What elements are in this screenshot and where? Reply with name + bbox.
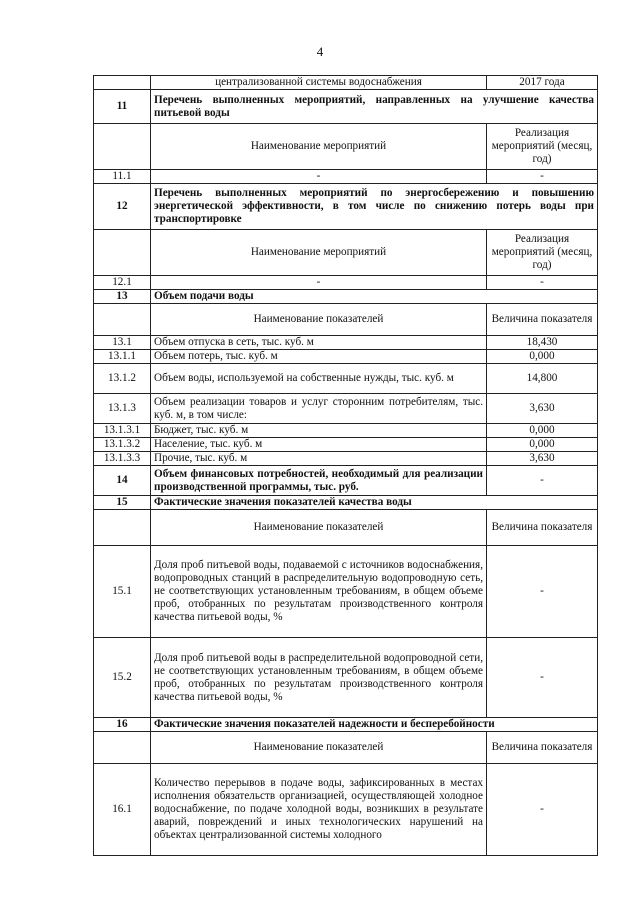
table-row: [94, 336, 598, 350]
value-cell: 3,630: [487, 394, 598, 424]
section-title: Объем финансовых потребностей, необходимый для реализации производственной программы, тыс. руб.: [151, 466, 487, 496]
table-row: [94, 364, 598, 394]
column-header-value: Реализация мероприятий (месяц, год): [487, 230, 598, 276]
desc-cell: Прочие, тыс. куб. м: [151, 452, 487, 466]
section-title: Объем подачи воды: [151, 290, 598, 304]
table-row: [94, 438, 598, 452]
section-number: 11: [94, 90, 151, 124]
num-cell: [94, 510, 151, 546]
row-number: 16.1: [94, 764, 151, 856]
section-number: 13: [94, 290, 151, 304]
row-number: 13.1: [94, 336, 151, 350]
column-header-value: Величина показателя: [487, 304, 598, 336]
desc-cell: Количество перерывов в подаче воды, зафиксированных в местах исполнения обязательств организацией, осуществляющей холодное водоснабжение, по подаче холодной воды, возникших в результате аварий, повреждений и иных технологических нарушений на объектах централизованной системы холодного: [151, 764, 487, 856]
value-cell: -: [487, 170, 598, 184]
header-row: [94, 230, 598, 276]
num-cell: [94, 304, 151, 336]
table-row: [94, 452, 598, 466]
value-cell: 0,000: [487, 350, 598, 364]
row-number: 13.1.3: [94, 394, 151, 424]
value-cell: -: [487, 466, 598, 496]
section-title: Перечень выполненных мероприятий по энергосбережению и повышению энергетической эффективности, в том числе по снижению потерь воды при транспортировке: [151, 184, 598, 230]
table-row: [94, 76, 598, 90]
num-cell: [94, 230, 151, 276]
desc-cell: -: [151, 170, 487, 184]
row-number: 13.1.1: [94, 350, 151, 364]
desc-cell: Доля проб питьевой воды, подаваемой с источников водоснабжения, водопроводных станций в распределительную водопроводную сеть, не соответствующих установленным требованиям, в общем объеме проб, отобранных по результатам производственного контроля качества питьевой воды, %: [151, 546, 487, 638]
section-number: 14: [94, 466, 151, 496]
desc-cell: Доля проб питьевой воды в распределительной водопроводной сети, не соответствующих установленным требованиям, в общем объеме проб, отобранных по результатам производственного контроля качества питьевой воды, %: [151, 638, 487, 718]
section-row: [94, 496, 598, 510]
desc-cell: Объем отпуска в сеть, тыс. куб. м: [151, 336, 487, 350]
table-row: [94, 394, 598, 424]
value-cell: -: [487, 764, 598, 856]
row-number: 13.1.3.3: [94, 452, 151, 466]
table-row: [94, 350, 598, 364]
num-cell: [94, 124, 151, 170]
desc-cell: централизованной системы водоснабжения: [151, 76, 487, 90]
value-cell: -: [487, 276, 598, 290]
value-cell: 0,000: [487, 438, 598, 452]
num-cell: [94, 76, 151, 90]
page-number: 4: [316, 44, 324, 59]
section-row: [94, 718, 598, 732]
value-cell: 14,800: [487, 364, 598, 394]
row-number: 15.2: [94, 638, 151, 718]
desc-cell: Объем воды, используемой на собственные нужды, тыс. куб. м: [151, 364, 487, 394]
table-row: [94, 424, 598, 438]
column-header-value: Величина показателя: [487, 732, 598, 764]
column-header-name: Наименование мероприятий: [151, 230, 487, 276]
section-row: [94, 466, 598, 496]
value-cell: 3,630: [487, 452, 598, 466]
section-title: Фактические значения показателей качества воды: [151, 496, 598, 510]
column-header-name: Наименование показателей: [151, 732, 487, 764]
row-number: 13.1.2: [94, 364, 151, 394]
value-cell: 2017 года: [487, 76, 598, 90]
table-row: [94, 546, 598, 638]
section-title: Перечень выполненных мероприятий, направленных на улучшение качества питьевой воды: [151, 90, 598, 124]
table-row: [94, 276, 598, 290]
section-title: Фактические значения показателей надежности и бесперебойности: [151, 718, 598, 732]
desc-cell: -: [151, 276, 487, 290]
value-cell: 0,000: [487, 424, 598, 438]
column-header-name: Наименование мероприятий: [151, 124, 487, 170]
table-row: [94, 764, 598, 856]
desc-cell: Бюджет, тыс. куб. м: [151, 424, 487, 438]
row-number: 15.1: [94, 546, 151, 638]
header-row: [94, 304, 598, 336]
desc-cell: Объем потерь, тыс. куб. м: [151, 350, 487, 364]
column-header-value: Реализация мероприятий (месяц, год): [487, 124, 598, 170]
section-number: 16: [94, 718, 151, 732]
column-header-name: Наименование показателей: [151, 304, 487, 336]
desc-cell: Объем реализации товаров и услуг сторонним потребителям, тыс. куб. м, в том числе:: [151, 394, 487, 424]
table-row: [94, 638, 598, 718]
header-row: [94, 510, 598, 546]
section-row: [94, 90, 598, 124]
row-number: 12.1: [94, 276, 151, 290]
row-number: 11.1: [94, 170, 151, 184]
header-row: [94, 732, 598, 764]
table-row: [94, 170, 598, 184]
column-header-name: Наименование показателей: [151, 510, 487, 546]
value-cell: -: [487, 546, 598, 638]
section-number: 12: [94, 184, 151, 230]
desc-cell: Население, тыс. куб. м: [151, 438, 487, 452]
value-cell: -: [487, 638, 598, 718]
row-number: 13.1.3.1: [94, 424, 151, 438]
row-number: 13.1.3.2: [94, 438, 151, 452]
value-cell: 18,430: [487, 336, 598, 350]
column-header-value: Величина показателя: [487, 510, 598, 546]
program-table: [93, 75, 598, 856]
section-row: [94, 184, 598, 230]
header-row: [94, 124, 598, 170]
num-cell: [94, 732, 151, 764]
section-row: [94, 290, 598, 304]
section-number: 15: [94, 496, 151, 510]
